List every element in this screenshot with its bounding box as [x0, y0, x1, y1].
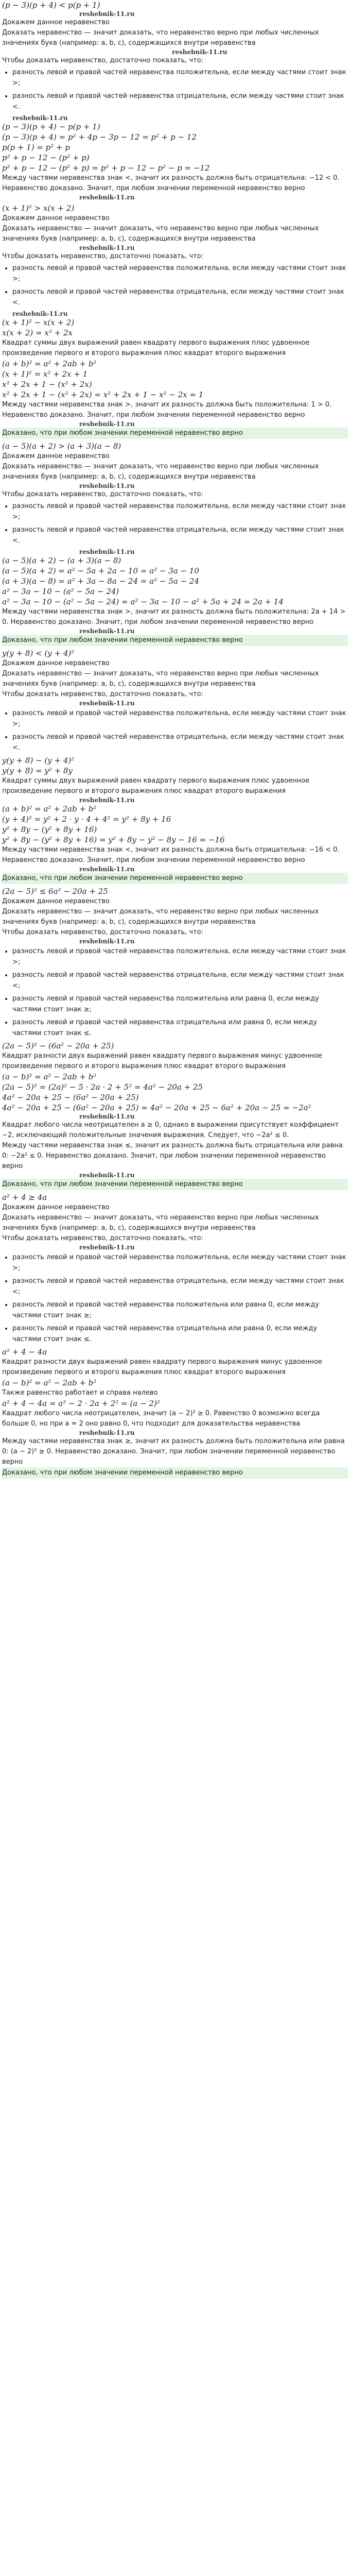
task-1 — [2, 0, 348, 201]
conclusion-text: Между частями неравенства знак >, значит их разность должна быть положительна: 2a + 14 > 0. Неравенство доказано. Значит, при любом значении переменной неравенство верно — [2, 608, 346, 626]
task-statement: (a − 5)(a + 2) > (a + 3)(a − 8) — [2, 442, 121, 451]
math-line: (2a − 5)² = (2a)² − 5 · 2a · 2 + 5² = 4a² − 20a + 25 — [2, 1082, 203, 1092]
math-line: x² + 2x + 1 − (x² + 2x) — [2, 380, 92, 389]
intro-text: Докажем данное неравенство — [2, 214, 110, 222]
formula-text: Квадрат суммы двух выражений равен квадрату первого выражения плюс удвоенное произведение первого и второго выражения плюс квадрат второго выражения — [2, 339, 310, 357]
note-text-2: Квадрат любого числа неотрицателен, значит (a − 2)² ≥ 0. Равенство 0 возможно всегда больше 0, но при a = 2 оно равно 0, что подходит для доказательства неравенства — [2, 1410, 320, 1428]
rule-list — [2, 1252, 348, 1345]
rule-item: • разность левой и правой частей неравенства отрицательна, если между частями стоит знак <. — [12, 286, 348, 308]
watermark: reshebnik-11.ru — [79, 194, 135, 201]
formula-text: Квадрат суммы двух выражений равен квадрату первого выражения плюс удвоенное произведение первого и второго выражения плюс квадрат второго выражения — [2, 777, 310, 795]
definition-text: Доказать неравенство — значит доказать, что неравенство верно при любых численных значениях букв (например: a, b, c), содержащихся внутри неравенства — [2, 1214, 319, 1232]
need-text: Чтобы доказать неравенство, достаточно показать, что: — [2, 57, 203, 64]
watermark: reshebnik-11.ru — [79, 628, 135, 635]
math-line: (2a − 5)² − (6a² − 20a + 25) — [2, 1041, 114, 1050]
need-text: Чтобы доказать неравенство, достаточно показать, что: — [2, 928, 203, 936]
watermark: reshebnik-11.ru — [79, 244, 135, 251]
formula-text: Квадрат разности двух выражений равен квадрату первого выражения минус удвоенное произведение первого и второго выражения плюс квадрат второго выражения — [2, 1052, 322, 1070]
rule-item: • разность левой и правой частей неравенства отрицательна, если между частями стоит знак <. — [12, 524, 348, 546]
rule-list — [2, 501, 348, 546]
math-line: a² − 3a − 10 − (a² − 5a − 24) — [2, 587, 119, 596]
rule-item: • разность левой и правой частей неравенства отрицательна, если между частями стоит знак <; — [12, 1276, 348, 1297]
conclusion-text: Между частями неравенства знак >, значит их разность должна быть положительна: 1 > 0. Неравенство доказано. Значит, при любом значении переменной неравенство верно — [2, 401, 332, 419]
watermark: reshebnik-11.ru — [79, 548, 135, 555]
task-statement: y(y + 8) < (y + 4)² — [2, 649, 75, 658]
math-line: (a − 5)(a + 2) − (a + 3)(a − 8) — [2, 556, 121, 565]
math-line: (x + 1)² = x² + 2x + 1 — [2, 369, 88, 379]
definition-text: Доказать неравенство — значит доказать, что неравенство верно при любых численных значениях букв (например: a, b, c), содержащихся внутри неравенства — [2, 29, 319, 47]
watermark: reshebnik-11.ru — [79, 938, 135, 945]
watermark: reshebnik-11.ru — [79, 420, 135, 428]
task-6 — [2, 1192, 348, 1479]
math-line: a² − 3a − 10 − (a² − 5a − 24) = a² − 3a − 10 − a² + 5a + 24 = 2a + 14 — [2, 597, 284, 606]
task-statement: (p − 3)(p + 4) < p(p + 1) — [2, 1, 100, 10]
math-line: (a − 5)(a + 2) = a² − 5a + 2a − 10 = a² − 3a − 10 — [2, 566, 199, 575]
rule-item: • разность левой и правой частей неравенства отрицательна или равна 0, если между частями стоит знак ≤. — [12, 1323, 348, 1345]
math-line: x² + 2x + 1 − (x² + 2x) = x² + 2x + 1 − x² − 2x = 1 — [2, 390, 204, 399]
task-3 — [2, 441, 348, 646]
conclusion-text: Между частями неравенства знак <, значит их разность должна быть отрицательна: −12 < 0. Неравенство доказано. Значит, при любом значении переменной неравенство верно — [2, 174, 340, 192]
conclusion-text: Между частями неравенства знак ≤, значит их разность должна быть отрицательна или равна 0: −2a² ≤ 0. Неравенство доказано. Значит, при любом значении переменной неравенство верно — [2, 1142, 343, 1170]
intro-text: Докажем данное неравенство — [2, 659, 110, 667]
rule-item: • разность левой и правой частей неравенства положительна или равна 0, если между частями стоит знак ≥; — [12, 993, 348, 1015]
math-line: 4a² − 20a + 25 − (6a² − 20a + 25) = 4a² − 20a + 25 − 6a² + 20a − 25 = −2a² — [2, 1103, 311, 1112]
note-text: Квадрат любого числа неотрицателен a ≥ 0, однако в выражении присутствует коэффициент −2, исключающий положительные значения выражения. Следует, что −2a² ≤ 0. — [2, 1121, 339, 1139]
note-text: Также равенство работает и справа налево — [2, 1389, 158, 1397]
rule-item: • разность левой и правой частей неравенства положительна, если между частями стоит знак >; — [12, 263, 348, 284]
definition-text: Доказать неравенство — значит доказать, что неравенство верно при любых численных значениях букв (например: a, b, c), содержащихся внутри неравенства — [2, 670, 319, 688]
math-line: (p − 3)(p + 4) − p(p + 1) — [2, 122, 100, 131]
final-statement: Доказано, что при любом значении переменной неравенство верно — [2, 1467, 348, 1479]
rule-item: • разность левой и правой частей неравенства положительна, если между частями стоит знак >; — [12, 67, 348, 89]
rule-item: • разность левой и правой частей неравенства отрицательна или равна 0, если между частями стоит знак ≤. — [12, 1017, 348, 1039]
task-4 — [2, 648, 348, 884]
watermark: reshebnik-11.ru — [79, 700, 135, 707]
watermark: reshebnik-11.ru — [79, 1172, 135, 1179]
need-text: Чтобы доказать неравенство, достаточно показать, что: — [2, 490, 203, 498]
intro-text: Докажем данное неравенство — [2, 452, 110, 460]
final-statement: Доказано, что при любом значении переменной неравенство верно — [2, 428, 348, 439]
formula-text: Квадрат разности двух выражений равен квадрату первого выражения минус удвоенное произведение первого и второго выражения плюс квадрат второго выражения — [2, 1358, 322, 1376]
watermark: reshebnik-11.ru — [79, 10, 135, 18]
math-line: y² + 8y − (y² + 8y + 16) — [2, 825, 97, 834]
final-statement: Доказано, что при любом значении переменной неравенство верно — [2, 635, 348, 646]
rule-item: • разность левой и правой частей неравенства положительна, если между частями стоит знак >; — [12, 501, 348, 522]
definition-text: Доказать неравенство — значит доказать, что неравенство верно при любых численных значениях букв (например: a, b, c), содержащихся внутри неравенства — [2, 225, 319, 243]
math-line: 4a² − 20a + 25 − (6a² − 20a + 25) — [2, 1093, 139, 1102]
math-line: a² + 4 − 4a = a² − 2 · 2a + 2² = (a − 2)² — [2, 1399, 160, 1408]
conclusion-text: Между частями неравенства знак <, значит их разность должна быть отрицательна: −16 < 0. Неравенство доказано. Значит, при любом значении переменной неравенство верно — [2, 846, 340, 864]
math-line: (a + b)² = a² + 2ab + b² — [2, 359, 97, 368]
watermark: reshebnik-11.ru — [172, 48, 227, 56]
watermark: reshebnik-11.ru — [79, 866, 135, 873]
watermark: reshebnik-11.ru — [79, 796, 135, 804]
rule-item: • разность левой и правой частей неравенства отрицательна, если между частями стоит знак <. — [12, 732, 348, 753]
math-line: y² + 8y − (y² + 8y + 16) = y² + 8y − y² − 8y − 16 = −16 — [2, 835, 225, 844]
intro-text: Докажем данное неравенство — [2, 1204, 110, 1211]
rule-item: • разность левой и правой частей неравенства отрицательна, если между частями стоит знак <. — [12, 91, 348, 112]
math-line: (a + b)² = a² + 2ab + b² — [2, 804, 97, 814]
definition-text: Доказать неравенство — значит доказать, что неравенство верно при любых численных значениях букв (например: a, b, c), содержащихся внутри неравенства — [2, 463, 319, 481]
final-statement: Доказано, что при любом значении переменной неравенство верно — [2, 873, 348, 884]
rule-item: • разность левой и правой частей неравенства положительна, если между частями стоит знак >; — [12, 708, 348, 730]
conclusion-text: Между частями неравенства знак ≥, значит их разность должна быть положительна или равна 0: (a − 2)² ≥ 0. Неравенство доказано. Значит, при любом значении переменной неравенство верно — [2, 1437, 345, 1466]
watermark: reshebnik-11.ru — [12, 114, 68, 122]
watermark: reshebnik-11.ru — [79, 482, 135, 489]
math-line: (a + 3)(a − 8) = a² + 3a − 8a − 24 = a² − 5a − 24 — [2, 577, 199, 586]
math-line: (a − b)² = a² − 2ab + b² — [2, 1072, 97, 1081]
rule-item: • разность левой и правой частей неравенства положительна, если между частями стоит знак >; — [12, 1252, 348, 1274]
math-line: p(p + 1) = p² + p — [2, 143, 70, 152]
task-statement: (x + 1)² > x(x + 2) — [2, 204, 75, 213]
final-statement: Доказано, что при любом значении переменной неравенство верно — [2, 1179, 348, 1190]
math-line: (x + 1)² − x(x + 2) — [2, 318, 75, 327]
watermark: reshebnik-11.ru — [79, 1429, 135, 1436]
rule-item: • разность левой и правой частей неравенства отрицательна, если между частями стоит знак <; — [12, 970, 348, 991]
rule-list — [2, 67, 348, 112]
math-line: p² + p − 12 − (p² + p) — [2, 153, 90, 162]
rule-list — [2, 263, 348, 308]
task-statement: a² + 4 ≥ 4a — [2, 1193, 47, 1202]
math-line: p² + p − 12 − (p² + p) = p² + p − 12 − p² − p = −12 — [2, 163, 210, 173]
watermark: reshebnik-11.ru — [12, 310, 68, 317]
intro-text: Докажем данное неравенство — [2, 19, 110, 26]
intro-text: Докажем данное неравенство — [2, 897, 110, 905]
math-line: y(y + 8) − (y + 4)² — [2, 756, 75, 765]
math-line: (p − 3)(p + 4) = p² + 4p − 3p − 12 = p² + p − 12 — [2, 132, 197, 142]
math-line: (y + 4)² = y² + 2 · y · 4 + 4² = y² + 8y + 16 — [2, 815, 171, 824]
need-text: Чтобы доказать неравенство, достаточно показать, что: — [2, 252, 203, 260]
task-statement: (2a − 5)² ≤ 6a² − 20a + 25 — [2, 887, 108, 896]
watermark: reshebnik-11.ru — [79, 1113, 135, 1120]
math-line: a² + 4 − 4a — [2, 1347, 47, 1357]
math-line: (a − b)² = a² − 2ab + b² — [2, 1378, 97, 1387]
task-2 — [2, 203, 348, 439]
watermark: reshebnik-11.ru — [79, 1244, 135, 1251]
math-line: y(y + 8) = y² + 8y — [2, 766, 73, 775]
task-5 — [2, 886, 348, 1190]
definition-text: Доказать неравенство — значит доказать, что неравенство верно при любых численных значениях букв (например: a, b, c), содержащихся внутри неравенства — [2, 908, 319, 926]
need-text: Чтобы доказать неравенство, достаточно показать, что: — [2, 1234, 203, 1242]
rule-item: • разность левой и правой частей неравенства положительна, если между частями стоит знак >; — [12, 946, 348, 968]
rule-list — [2, 946, 348, 1039]
rule-list — [2, 708, 348, 753]
rule-item: • разность левой и правой частей неравенства положительна или равна 0, если между частями стоит знак ≥; — [12, 1299, 348, 1321]
math-line: x(x + 2) = x² + 2x — [2, 328, 73, 337]
need-text: Чтобы доказать неравенство, достаточно показать, что: — [2, 690, 203, 698]
